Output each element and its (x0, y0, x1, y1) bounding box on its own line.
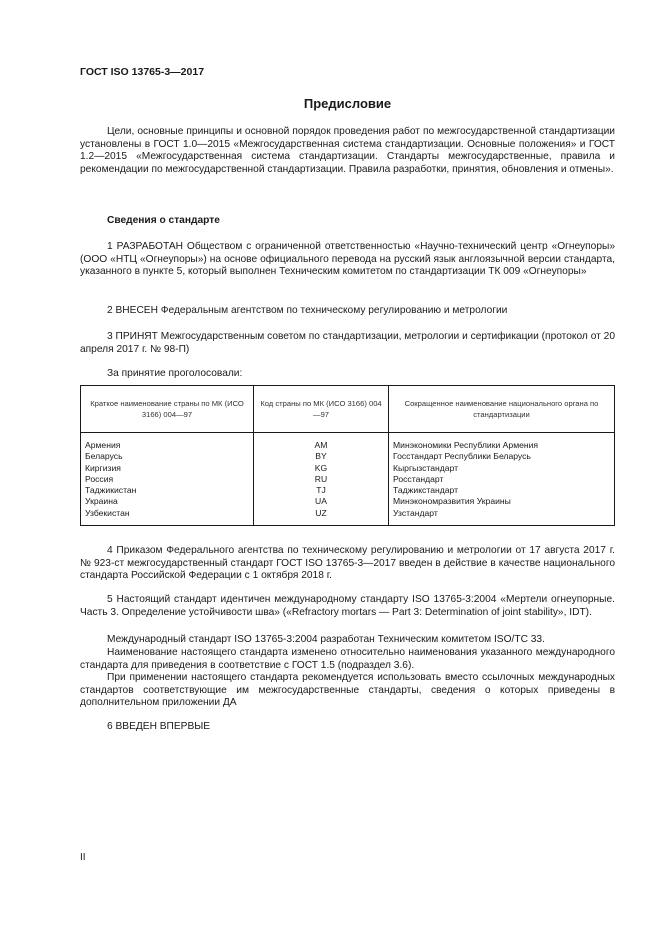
country-name: Беларусь (85, 451, 123, 462)
item-5-paragraph-2: Международный стандарт ISO 13765-3:2004 разработан Техническим комитетом ISO/TC 33. (107, 634, 545, 645)
item-5-paragraph-4: При применении настоящего стандарта рекомендуется использовать вместо ссылочных международных стандартов соответствующие им межгосударственные стандарты, сведения о которых приведены в дополнительном приложении ДА (80, 672, 615, 709)
country-name: Таджикистан (85, 485, 137, 496)
country-code: KG (314, 462, 328, 473)
item-4-paragraph: 4 Приказом Федерального агентства по техническому регулированию и метрологии от 17 августа 2017 г. № 923-ст межгосударственный стандарт ГОСТ ISO 13765-3—2017 введен в действие в качестве национального стандарта Российской Федерации с 1 октября 2018 г. (80, 545, 615, 582)
country-code: TJ (316, 485, 326, 496)
document-header: ГОСТ ISO 13765-3—2017 (80, 66, 205, 78)
standards-body: Минэкономики Республики Армения (393, 440, 539, 450)
intro-paragraph: Цели, основные принципы и основной порядок проведения работ по межгосударственной стандартизации установлены в ГОСТ 1.0—2015 «Межгосударственная система стандартизации. Основные положения» и ГОСТ 1.2—2015 «Межгосударственная система стандартизации. Стандарты межгосударственные, правила и рекомендации по межгосударственной стандартизации. Правила разработки, принятия, обновления и отмены». (80, 126, 615, 175)
voting-table (80, 385, 615, 526)
item-6-paragraph: 6 ВВЕДЕН ВПЕРВЫЕ (107, 721, 211, 732)
section-subheading: Сведения о стандарте (107, 215, 220, 226)
item-3-paragraph: 3 ПРИНЯТ Межгосударственным советом по стандартизации, метрологии и сертификации (протокол от 20 апреля 2017 г. № 98-П) (80, 331, 615, 355)
country-name: Киргизия (85, 462, 121, 473)
country-code: BY (315, 451, 327, 462)
item-5-paragraph-3: Наименование настоящего стандарта изменено относительно наименования указанного международного стандарта для приведения в соответствие с ГОСТ 1.5 (подраздел 3.6). (80, 647, 615, 671)
item-2-paragraph: 2 ВНЕСЕН Федеральным агентством по техническому регулированию и метрологии (107, 305, 508, 316)
table-header-country: Краткое наименование страны по МК (ИСО 3166) 004—97 (81, 386, 254, 433)
vote-intro: За принятие проголосовали: (107, 368, 243, 379)
country-code: UA (315, 496, 327, 507)
country-name: Россия (85, 473, 114, 484)
table-header-body: Сокращенное наименование национального органа по стандартизации (389, 386, 615, 433)
country-name: Украина (85, 496, 118, 507)
standards-body: Госстандарт Республики Беларусь (393, 451, 531, 462)
page-title: Предисловие (303, 96, 392, 111)
table-header-row (81, 386, 615, 433)
country-name: Узбекистан (85, 507, 130, 518)
page-number: II (80, 852, 86, 863)
item-5-paragraph: 5 Настоящий стандарт идентичен международному стандарту ISO 13765-3:2004 «Мертели огнеупорные. Часть 3. Определение устойчивости шва» («Refractory mortars — Part 3: Determination of joint stability», IDT). (80, 594, 615, 618)
standards-body: Кыргызстандарт (393, 462, 459, 473)
standards-body: Узстандарт (393, 507, 438, 518)
table-header-code: Код страны по МК (ИСО 3166) 004—97 (254, 386, 389, 433)
country-code: RU (314, 473, 328, 484)
country-name: Армения (85, 440, 121, 450)
table-row (81, 433, 615, 526)
standards-body: Минэкономразвития Украины (393, 496, 511, 507)
code-column (254, 433, 389, 526)
body-column (389, 433, 615, 526)
item-1-paragraph: 1 РАЗРАБОТАН Обществом с ограниченной ответственностью «Научно-технический центр «Огнеупоры» (ООО «НТЦ «Огнеупоры») на основе официального перевода на русский язык англоязычной версии стандарта, указанного в пункте 5, который выполнен Техническим комитетом по стандартизации ТК 009 «Огнеупоры» (80, 241, 615, 278)
standards-body: Росстандарт (393, 473, 444, 484)
standards-body: Таджикстандарт (393, 485, 459, 496)
country-code: AM (314, 440, 328, 450)
country-code: UZ (315, 507, 327, 518)
country-column (81, 433, 254, 526)
